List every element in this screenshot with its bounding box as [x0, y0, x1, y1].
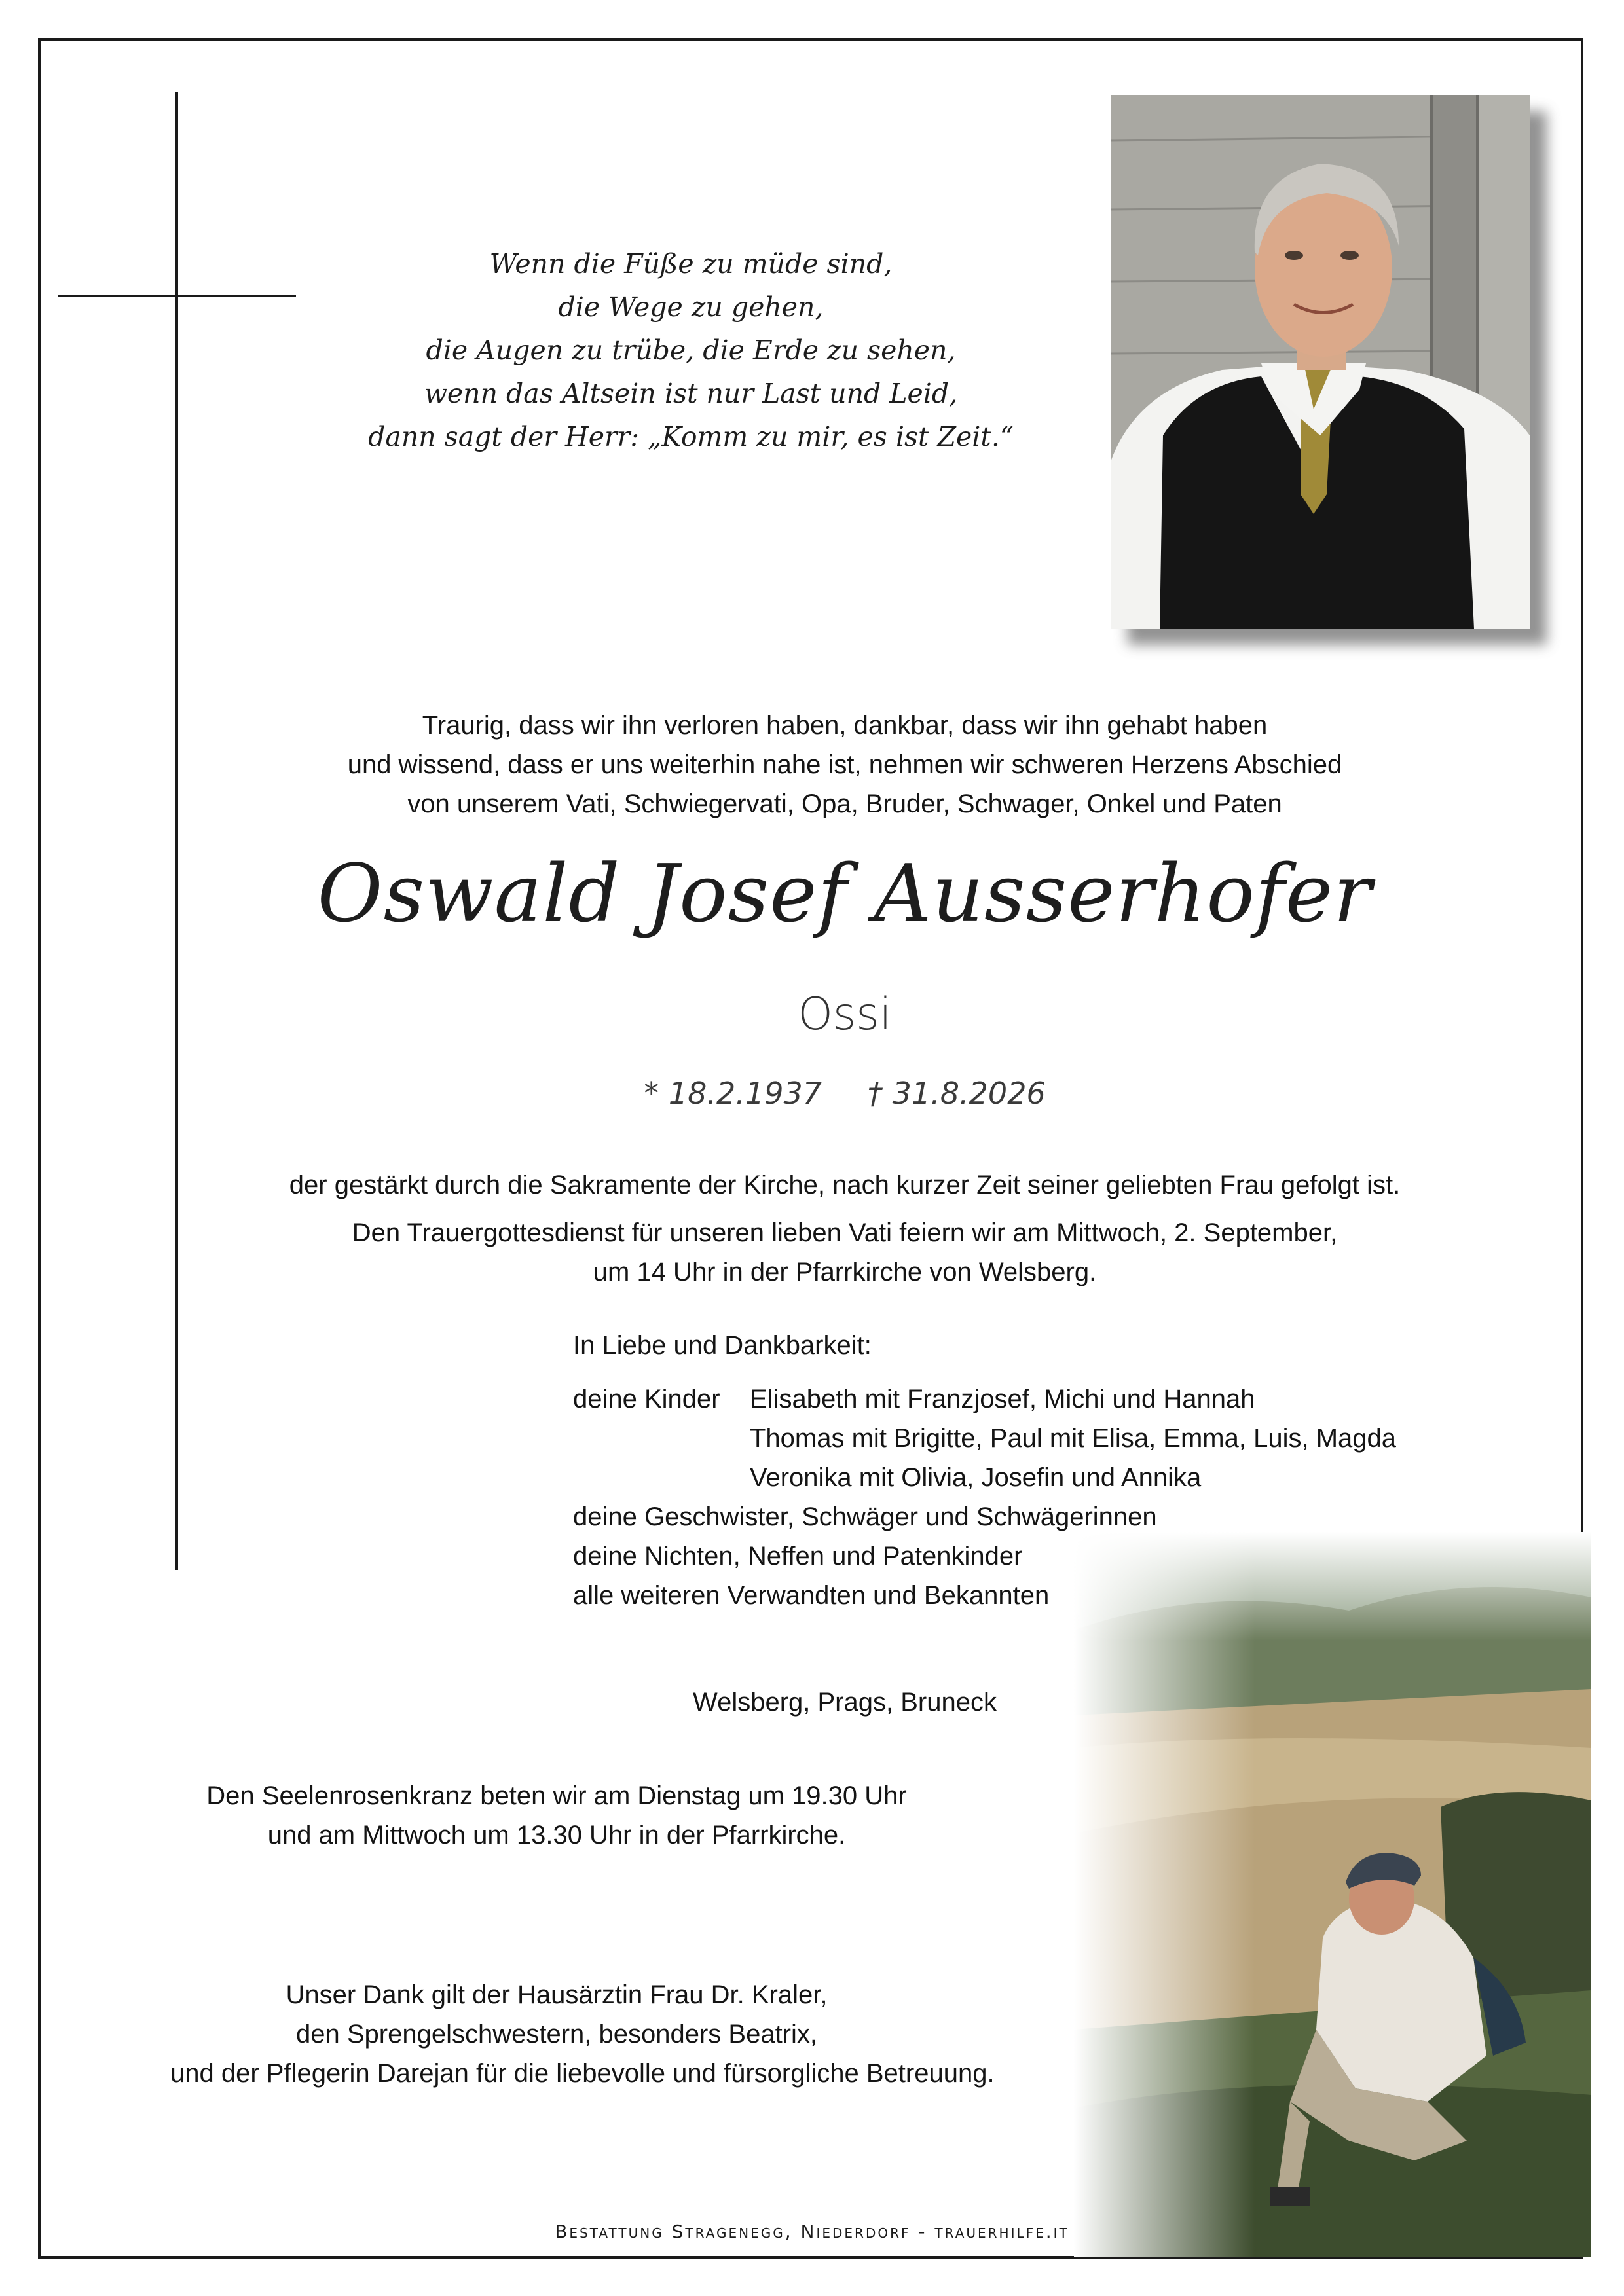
sacrament-line: der gestärkt durch die Sakramente der Kirche, nach kurzer Zeit seiner geliebten Frau gefolgt ist. [289, 1171, 1401, 1199]
deceased-nickname: Ossi [798, 989, 892, 1040]
intro-line: und wissend, dass er uns weiterhin nahe ist, nehmen wir schweren Herzens Abschied [347, 750, 1342, 779]
birth-date: * 18.2.1937 [644, 1076, 822, 1111]
poem-line: die Augen zu trübe, die Erde zu sehen, [426, 335, 956, 366]
service-line: Den Trauergottesdienst für unseren lieben Vati feiern wir am Mittwoch, 2. September, [352, 1218, 1338, 1247]
rosary-line: Den Seelenrosenkranz beten wir am Dienstag um 19.30 Uhr [206, 1781, 907, 1810]
landscape-photo [1074, 1532, 1591, 2257]
poem-line: Wenn die Füße zu müde sind, [489, 248, 893, 280]
poem-line: dann sagt der Herr: „Komm zu mir, es ist Zeit.“ [368, 421, 1014, 452]
intro-text [196, 706, 1493, 824]
rosary-text [170, 1776, 943, 1855]
poem-line: die Wege zu gehen, [558, 291, 824, 323]
thanks-line: Unser Dank gilt der Hausärztin Frau Dr. Kraler, [286, 1980, 828, 2009]
mourner-group: deine Geschwister, Schwäger und Schwägerinnen [573, 1503, 1157, 1531]
children-label: deine Kinder [573, 1385, 720, 1413]
children-row [573, 1419, 1396, 1458]
cross-horizontal-bar [58, 295, 296, 297]
service-text [196, 1213, 1493, 1292]
thanks-line: den Sprengelschwestern, besonders Beatrix, [295, 2020, 817, 2049]
deceased-name: Oswald Josef Ausserhofer [317, 847, 1373, 940]
children-entry: Veronika mit Olivia, Josefin und Annika [750, 1463, 1202, 1492]
places-line: Welsberg, Prags, Bruneck [693, 1688, 997, 1717]
mourner-group: alle weiteren Verwandten und Bekannten [573, 1581, 1050, 1610]
cross-vertical-bar [175, 92, 178, 1570]
intro-line: von unserem Vati, Schwiegervati, Opa, Bruder, Schwager, Onkel und Paten [407, 790, 1282, 818]
children-row [573, 1458, 1396, 1497]
poem-verse [314, 242, 1067, 458]
service-line: um 14 Uhr in der Pfarrkirche von Welsberg. [593, 1258, 1097, 1286]
rosary-line: und am Mittwoch um 13.30 Uhr in der Pfarrkirche. [267, 1821, 846, 1850]
places-text [196, 1683, 1493, 1722]
mourner-group: deine Nichten, Neffen und Patenkinder [573, 1542, 1023, 1571]
children-entry: Thomas mit Brigitte, Paul mit Elisa, Emma, Luis, Magda [750, 1424, 1396, 1453]
portrait-photo [1111, 95, 1530, 629]
thanks-line: und der Pflegerin Darejan für die liebevolle und fürsorgliche Betreuung. [170, 2059, 995, 2088]
children-entry: Elisabeth mit Franzjosef, Michi und Hannah [750, 1385, 1255, 1413]
death-date: † 31.8.2026 [868, 1076, 1046, 1111]
thanks-text [170, 1975, 995, 2093]
sacrament-text [196, 1165, 1493, 1205]
mourners-heading: In Liebe und Dankbarkeit: [573, 1331, 872, 1360]
intro-line: Traurig, dass wir ihn verloren haben, dankbar, dass wir ihn gehabt haben [422, 711, 1268, 740]
poem-line: wenn das Altsein ist nur Last und Leid, [424, 378, 958, 409]
life-dates [196, 1074, 1493, 1113]
funeral-home-footer: Bestattung Stragenegg, Niederdorf - trauerhilfe.it [555, 2221, 1069, 2242]
children-row [573, 1379, 1396, 1419]
